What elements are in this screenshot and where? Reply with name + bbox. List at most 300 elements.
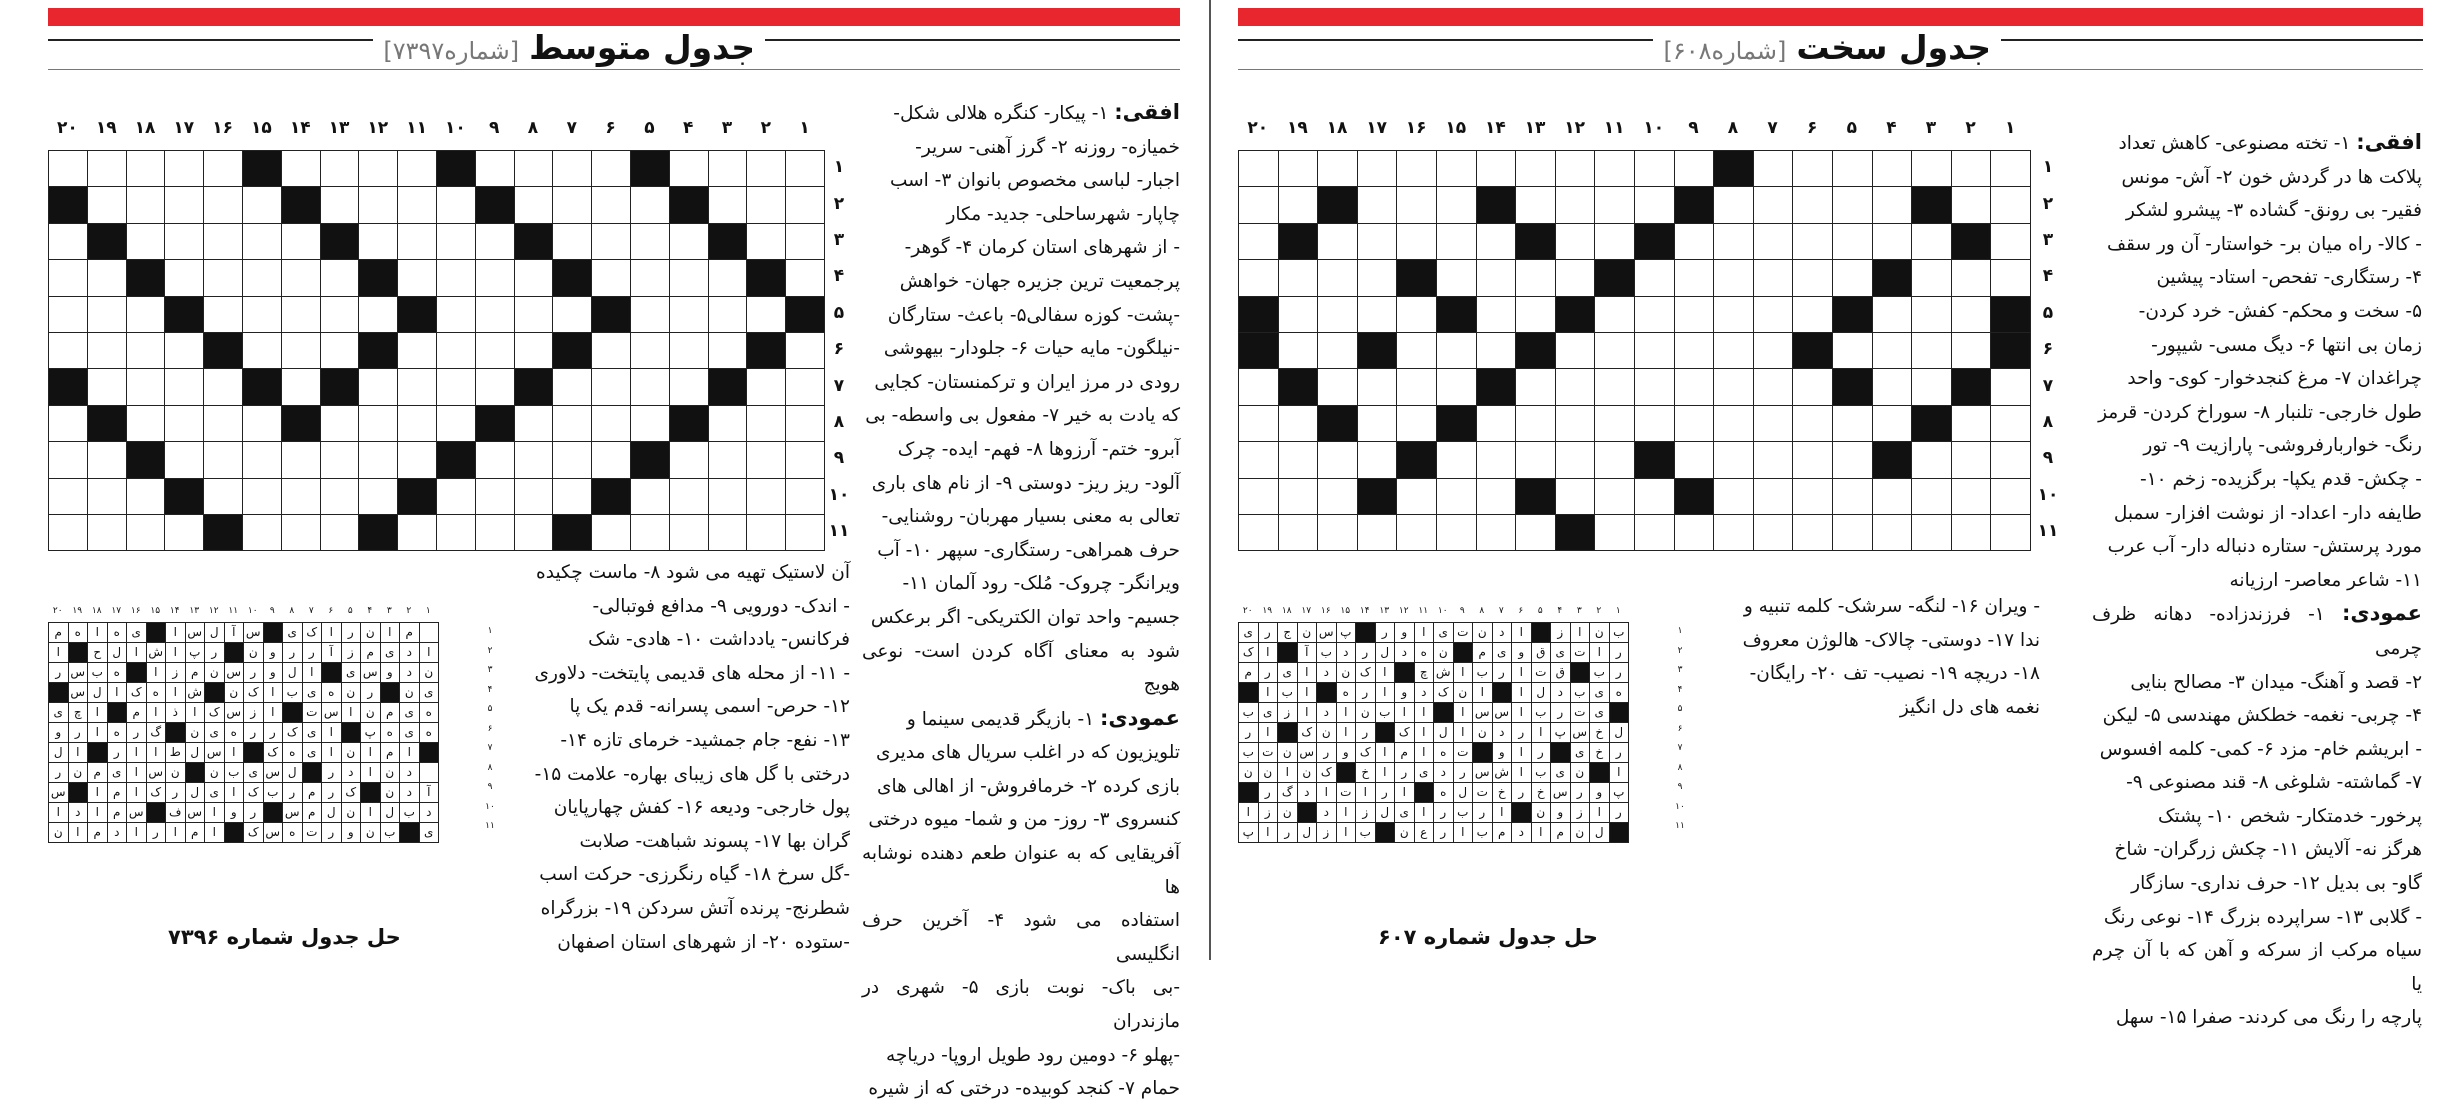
hard-grid-cell[interactable] <box>1872 187 1912 223</box>
hard-grid-cell[interactable] <box>1318 151 1358 187</box>
medium-grid-cell[interactable] <box>281 260 320 296</box>
hard-grid-cell[interactable] <box>1951 187 1991 223</box>
hard-grid-cell[interactable] <box>1912 260 1952 296</box>
medium-grid-cell[interactable] <box>398 187 437 223</box>
hard-grid-cell[interactable] <box>1872 405 1912 441</box>
medium-grid-cell[interactable] <box>281 369 320 405</box>
hard-grid-cell[interactable] <box>1595 223 1635 259</box>
hard-grid-cell[interactable] <box>1912 151 1952 187</box>
hard-grid-cell[interactable] <box>1912 223 1952 259</box>
hard-grid-cell[interactable] <box>1516 187 1556 223</box>
medium-grid-cell[interactable] <box>242 332 281 368</box>
medium-grid-cell[interactable] <box>242 478 281 514</box>
medium-grid-cell[interactable] <box>126 296 165 332</box>
medium-grid-cell[interactable] <box>630 332 669 368</box>
medium-grid-cell[interactable] <box>553 442 592 478</box>
medium-grid-cell[interactable] <box>204 442 243 478</box>
hard-grid-cell[interactable] <box>1397 514 1437 550</box>
medium-grid-cell[interactable] <box>786 223 825 259</box>
hard-grid-cell[interactable] <box>1595 296 1635 332</box>
hard-grid-cell[interactable] <box>1753 478 1793 514</box>
medium-grid-cell[interactable] <box>747 442 786 478</box>
medium-grid-cell[interactable] <box>359 442 398 478</box>
hard-grid-cell[interactable] <box>1278 442 1318 478</box>
hard-grid-cell[interactable] <box>1832 151 1872 187</box>
medium-grid-cell[interactable] <box>165 332 204 368</box>
medium-grid-cell[interactable] <box>87 369 126 405</box>
hard-grid-cell[interactable] <box>1991 187 2031 223</box>
hard-grid-cell[interactable] <box>1357 514 1397 550</box>
medium-grid-cell[interactable] <box>669 332 708 368</box>
medium-grid-cell[interactable] <box>204 369 243 405</box>
medium-grid-cell[interactable] <box>553 187 592 223</box>
medium-grid-cell[interactable] <box>592 260 631 296</box>
medium-grid-cell[interactable] <box>708 478 747 514</box>
medium-grid-cell[interactable] <box>436 369 475 405</box>
hard-grid-cell[interactable] <box>1357 223 1397 259</box>
medium-grid-cell[interactable] <box>359 405 398 441</box>
hard-grid-cell[interactable] <box>1239 514 1279 550</box>
hard-grid-cell[interactable] <box>1912 332 1952 368</box>
medium-grid-cell[interactable] <box>630 187 669 223</box>
medium-grid-cell[interactable] <box>436 223 475 259</box>
medium-grid-cell[interactable] <box>786 151 825 187</box>
medium-grid-cell[interactable] <box>592 332 631 368</box>
medium-grid-cell[interactable] <box>281 296 320 332</box>
medium-grid-cell[interactable] <box>630 478 669 514</box>
medium-grid-cell[interactable] <box>165 151 204 187</box>
medium-grid-cell[interactable] <box>592 369 631 405</box>
medium-grid-cell[interactable] <box>514 332 553 368</box>
medium-grid-cell[interactable] <box>786 332 825 368</box>
medium-grid-cell[interactable] <box>320 296 359 332</box>
hard-grid-cell[interactable] <box>1714 296 1754 332</box>
hard-grid-cell[interactable] <box>1476 223 1516 259</box>
hard-grid-cell[interactable] <box>1832 260 1872 296</box>
hard-grid-cell[interactable] <box>1516 405 1556 441</box>
medium-grid-cell[interactable] <box>708 514 747 550</box>
medium-grid-cell[interactable] <box>708 332 747 368</box>
hard-grid-cell[interactable] <box>1991 260 2031 296</box>
hard-grid-cell[interactable] <box>1714 223 1754 259</box>
hard-grid-cell[interactable] <box>1714 369 1754 405</box>
hard-grid-cell[interactable] <box>1951 151 1991 187</box>
medium-grid-cell[interactable] <box>126 223 165 259</box>
hard-grid-cell[interactable] <box>1318 260 1358 296</box>
hard-grid-cell[interactable] <box>1357 187 1397 223</box>
medium-grid-cell[interactable] <box>747 405 786 441</box>
medium-grid-cell[interactable] <box>475 478 514 514</box>
hard-grid-cell[interactable] <box>1436 151 1476 187</box>
hard-grid-cell[interactable] <box>1239 442 1279 478</box>
hard-grid-cell[interactable] <box>1357 296 1397 332</box>
hard-grid-cell[interactable] <box>1674 332 1714 368</box>
hard-grid-cell[interactable] <box>1397 332 1437 368</box>
medium-grid-cell[interactable] <box>49 260 88 296</box>
crossword-grid-medium[interactable] <box>48 150 825 551</box>
medium-grid-cell[interactable] <box>786 514 825 550</box>
hard-grid-cell[interactable] <box>1278 514 1318 550</box>
hard-grid-cell[interactable] <box>1793 405 1833 441</box>
hard-grid-cell[interactable] <box>1714 187 1754 223</box>
medium-grid-cell[interactable] <box>786 478 825 514</box>
medium-grid-cell[interactable] <box>165 442 204 478</box>
medium-grid-cell[interactable] <box>514 478 553 514</box>
medium-grid-cell[interactable] <box>49 514 88 550</box>
hard-grid-cell[interactable] <box>1516 442 1556 478</box>
hard-grid-cell[interactable] <box>1753 514 1793 550</box>
hard-grid-cell[interactable] <box>1436 332 1476 368</box>
hard-grid-cell[interactable] <box>1674 442 1714 478</box>
medium-grid-cell[interactable] <box>553 405 592 441</box>
hard-grid-cell[interactable] <box>1832 514 1872 550</box>
hard-grid-cell[interactable] <box>1436 369 1476 405</box>
medium-grid-cell[interactable] <box>475 369 514 405</box>
medium-grid-cell[interactable] <box>165 187 204 223</box>
medium-grid-cell[interactable] <box>514 187 553 223</box>
hard-grid-cell[interactable] <box>1753 260 1793 296</box>
hard-grid-cell[interactable] <box>1674 296 1714 332</box>
medium-grid-cell[interactable] <box>475 223 514 259</box>
hard-grid-cell[interactable] <box>1555 478 1595 514</box>
medium-grid-cell[interactable] <box>514 260 553 296</box>
hard-grid-cell[interactable] <box>1753 187 1793 223</box>
medium-grid-cell[interactable] <box>398 332 437 368</box>
medium-grid-cell[interactable] <box>592 223 631 259</box>
hard-grid-cell[interactable] <box>1674 260 1714 296</box>
hard-grid-cell[interactable] <box>1634 151 1674 187</box>
hard-grid-cell[interactable] <box>1634 187 1674 223</box>
medium-grid-cell[interactable] <box>359 223 398 259</box>
medium-grid-cell[interactable] <box>514 442 553 478</box>
hard-grid-cell[interactable] <box>1555 405 1595 441</box>
hard-grid-cell[interactable] <box>1278 478 1318 514</box>
hard-grid-cell[interactable] <box>1714 405 1754 441</box>
medium-grid-cell[interactable] <box>204 260 243 296</box>
medium-grid-cell[interactable] <box>398 223 437 259</box>
hard-grid-cell[interactable] <box>1793 223 1833 259</box>
medium-grid-cell[interactable] <box>87 187 126 223</box>
medium-grid-cell[interactable] <box>320 260 359 296</box>
hard-grid-cell[interactable] <box>1912 478 1952 514</box>
hard-grid-cell[interactable] <box>1357 405 1397 441</box>
hard-grid-cell[interactable] <box>1318 369 1358 405</box>
hard-grid-cell[interactable] <box>1991 369 2031 405</box>
medium-grid-cell[interactable] <box>242 405 281 441</box>
hard-grid-cell[interactable] <box>1951 260 1991 296</box>
hard-grid-cell[interactable] <box>1516 296 1556 332</box>
medium-grid-cell[interactable] <box>242 296 281 332</box>
hard-grid-cell[interactable] <box>1951 478 1991 514</box>
medium-grid-cell[interactable] <box>165 514 204 550</box>
hard-grid-cell[interactable] <box>1516 369 1556 405</box>
medium-grid-cell[interactable] <box>669 260 708 296</box>
hard-grid-cell[interactable] <box>1239 260 1279 296</box>
hard-grid-cell[interactable] <box>1951 442 1991 478</box>
hard-grid-cell[interactable] <box>1793 151 1833 187</box>
hard-grid-cell[interactable] <box>1278 405 1318 441</box>
medium-grid-cell[interactable] <box>165 405 204 441</box>
hard-grid-cell[interactable] <box>1872 332 1912 368</box>
hard-grid-cell[interactable] <box>1476 442 1516 478</box>
hard-grid-cell[interactable] <box>1476 260 1516 296</box>
hard-grid-cell[interactable] <box>1278 260 1318 296</box>
hard-grid-cell[interactable] <box>1555 369 1595 405</box>
medium-grid-cell[interactable] <box>436 296 475 332</box>
hard-grid-cell[interactable] <box>1278 151 1318 187</box>
hard-grid-cell[interactable] <box>1714 478 1754 514</box>
medium-grid-cell[interactable] <box>786 260 825 296</box>
hard-grid-cell[interactable] <box>1634 260 1674 296</box>
medium-grid-cell[interactable] <box>708 187 747 223</box>
medium-grid-cell[interactable] <box>126 478 165 514</box>
hard-grid-cell[interactable] <box>1634 296 1674 332</box>
hard-grid-cell[interactable] <box>1634 369 1674 405</box>
medium-grid-cell[interactable] <box>592 405 631 441</box>
medium-grid-cell[interactable] <box>281 223 320 259</box>
medium-grid-cell[interactable] <box>592 442 631 478</box>
medium-grid-cell[interactable] <box>514 296 553 332</box>
medium-grid-cell[interactable] <box>359 369 398 405</box>
hard-grid-cell[interactable] <box>1436 260 1476 296</box>
hard-grid-cell[interactable] <box>1674 514 1714 550</box>
hard-grid-cell[interactable] <box>1476 151 1516 187</box>
hard-grid-cell[interactable] <box>1476 478 1516 514</box>
medium-grid-cell[interactable] <box>359 187 398 223</box>
hard-grid-cell[interactable] <box>1476 296 1516 332</box>
hard-grid-cell[interactable] <box>1991 514 2031 550</box>
hard-grid-cell[interactable] <box>1595 405 1635 441</box>
medium-grid-cell[interactable] <box>320 442 359 478</box>
medium-grid-cell[interactable] <box>49 405 88 441</box>
medium-grid-cell[interactable] <box>475 442 514 478</box>
hard-grid-cell[interactable] <box>1872 478 1912 514</box>
medium-grid-cell[interactable] <box>553 478 592 514</box>
hard-grid-cell[interactable] <box>1278 187 1318 223</box>
hard-grid-cell[interactable] <box>1674 223 1714 259</box>
medium-grid-cell[interactable] <box>436 514 475 550</box>
medium-grid-cell[interactable] <box>281 442 320 478</box>
crossword-grid-hard[interactable] <box>1238 150 2031 551</box>
medium-grid-cell[interactable] <box>475 260 514 296</box>
hard-grid-cell[interactable] <box>1397 151 1437 187</box>
hard-grid-cell[interactable] <box>1239 369 1279 405</box>
hard-grid-cell[interactable] <box>1436 514 1476 550</box>
medium-grid-cell[interactable] <box>126 187 165 223</box>
hard-grid-cell[interactable] <box>1674 151 1714 187</box>
medium-grid-cell[interactable] <box>553 151 592 187</box>
hard-grid-cell[interactable] <box>1753 442 1793 478</box>
hard-grid-cell[interactable] <box>1357 260 1397 296</box>
medium-grid-cell[interactable] <box>87 151 126 187</box>
medium-grid-cell[interactable] <box>320 332 359 368</box>
medium-grid-cell[interactable] <box>165 260 204 296</box>
hard-grid-cell[interactable] <box>1476 514 1516 550</box>
medium-grid-cell[interactable] <box>398 514 437 550</box>
medium-grid-cell[interactable] <box>87 296 126 332</box>
hard-grid-cell[interactable] <box>1516 260 1556 296</box>
medium-grid-cell[interactable] <box>126 514 165 550</box>
hard-grid-cell[interactable] <box>1634 514 1674 550</box>
hard-grid-cell[interactable] <box>1318 223 1358 259</box>
medium-grid-cell[interactable] <box>630 514 669 550</box>
medium-grid-cell[interactable] <box>436 332 475 368</box>
hard-grid-cell[interactable] <box>1872 369 1912 405</box>
medium-grid-cell[interactable] <box>87 478 126 514</box>
medium-grid-cell[interactable] <box>630 260 669 296</box>
medium-grid-cell[interactable] <box>630 369 669 405</box>
medium-grid-cell[interactable] <box>49 478 88 514</box>
medium-grid-cell[interactable] <box>669 369 708 405</box>
hard-grid-cell[interactable] <box>1239 151 1279 187</box>
hard-grid-cell[interactable] <box>1872 296 1912 332</box>
hard-grid-cell[interactable] <box>1912 296 1952 332</box>
hard-grid-cell[interactable] <box>1239 478 1279 514</box>
hard-grid-cell[interactable] <box>1555 151 1595 187</box>
medium-grid-cell[interactable] <box>747 296 786 332</box>
hard-grid-cell[interactable] <box>1832 332 1872 368</box>
hard-grid-cell[interactable] <box>1753 296 1793 332</box>
medium-grid-cell[interactable] <box>204 187 243 223</box>
hard-grid-cell[interactable] <box>1832 223 1872 259</box>
medium-grid-cell[interactable] <box>87 332 126 368</box>
hard-grid-cell[interactable] <box>1397 405 1437 441</box>
hard-grid-cell[interactable] <box>1991 223 2031 259</box>
medium-grid-cell[interactable] <box>669 296 708 332</box>
medium-grid-cell[interactable] <box>708 260 747 296</box>
medium-grid-cell[interactable] <box>320 514 359 550</box>
hard-grid-cell[interactable] <box>1239 187 1279 223</box>
hard-grid-cell[interactable] <box>1793 442 1833 478</box>
hard-grid-cell[interactable] <box>1674 369 1714 405</box>
medium-grid-cell[interactable] <box>126 332 165 368</box>
medium-grid-cell[interactable] <box>747 369 786 405</box>
hard-grid-cell[interactable] <box>1555 187 1595 223</box>
medium-grid-cell[interactable] <box>320 478 359 514</box>
medium-grid-cell[interactable] <box>242 442 281 478</box>
hard-grid-cell[interactable] <box>1595 478 1635 514</box>
medium-grid-cell[interactable] <box>165 369 204 405</box>
hard-grid-cell[interactable] <box>1793 296 1833 332</box>
medium-grid-cell[interactable] <box>281 478 320 514</box>
hard-grid-cell[interactable] <box>1239 405 1279 441</box>
medium-grid-cell[interactable] <box>242 514 281 550</box>
hard-grid-cell[interactable] <box>1991 151 2031 187</box>
hard-grid-cell[interactable] <box>1595 187 1635 223</box>
medium-grid-cell[interactable] <box>165 223 204 259</box>
medium-grid-cell[interactable] <box>204 223 243 259</box>
medium-grid-cell[interactable] <box>398 442 437 478</box>
hard-grid-cell[interactable] <box>1397 223 1437 259</box>
hard-grid-cell[interactable] <box>1357 369 1397 405</box>
hard-grid-cell[interactable] <box>1793 514 1833 550</box>
hard-grid-cell[interactable] <box>1436 187 1476 223</box>
hard-grid-cell[interactable] <box>1318 332 1358 368</box>
medium-grid-cell[interactable] <box>630 296 669 332</box>
medium-grid-cell[interactable] <box>242 187 281 223</box>
medium-grid-cell[interactable] <box>708 151 747 187</box>
medium-grid-cell[interactable] <box>87 514 126 550</box>
medium-grid-cell[interactable] <box>669 514 708 550</box>
hard-grid-cell[interactable] <box>1555 442 1595 478</box>
hard-grid-cell[interactable] <box>1951 332 1991 368</box>
medium-grid-cell[interactable] <box>553 296 592 332</box>
medium-grid-cell[interactable] <box>630 223 669 259</box>
medium-grid-cell[interactable] <box>320 405 359 441</box>
hard-grid-cell[interactable] <box>1832 187 1872 223</box>
hard-grid-cell[interactable] <box>1872 223 1912 259</box>
hard-grid-cell[interactable] <box>1476 332 1516 368</box>
medium-grid-cell[interactable] <box>436 260 475 296</box>
hard-grid-cell[interactable] <box>1634 332 1674 368</box>
hard-grid-cell[interactable] <box>1436 223 1476 259</box>
medium-grid-cell[interactable] <box>747 187 786 223</box>
hard-grid-cell[interactable] <box>1714 514 1754 550</box>
medium-grid-cell[interactable] <box>669 478 708 514</box>
medium-grid-cell[interactable] <box>553 223 592 259</box>
hard-grid-cell[interactable] <box>1318 514 1358 550</box>
hard-grid-cell[interactable] <box>1951 514 1991 550</box>
hard-grid-cell[interactable] <box>1753 223 1793 259</box>
hard-grid-cell[interactable] <box>1318 296 1358 332</box>
hard-grid-cell[interactable] <box>1912 514 1952 550</box>
medium-grid-cell[interactable] <box>49 332 88 368</box>
hard-grid-cell[interactable] <box>1912 369 1952 405</box>
medium-grid-cell[interactable] <box>49 296 88 332</box>
hard-grid-cell[interactable] <box>1516 151 1556 187</box>
medium-grid-cell[interactable] <box>281 514 320 550</box>
hard-grid-cell[interactable] <box>1318 478 1358 514</box>
medium-grid-cell[interactable] <box>126 369 165 405</box>
medium-grid-cell[interactable] <box>592 187 631 223</box>
hard-grid-cell[interactable] <box>1714 260 1754 296</box>
medium-grid-cell[interactable] <box>475 332 514 368</box>
hard-grid-cell[interactable] <box>1714 332 1754 368</box>
medium-grid-cell[interactable] <box>126 151 165 187</box>
hard-grid-cell[interactable] <box>1357 151 1397 187</box>
medium-grid-cell[interactable] <box>475 151 514 187</box>
hard-grid-cell[interactable] <box>1357 442 1397 478</box>
hard-grid-cell[interactable] <box>1951 405 1991 441</box>
hard-grid-cell[interactable] <box>1555 332 1595 368</box>
hard-grid-cell[interactable] <box>1872 514 1912 550</box>
hard-grid-cell[interactable] <box>1634 478 1674 514</box>
hard-grid-cell[interactable] <box>1714 442 1754 478</box>
hard-grid-cell[interactable] <box>1753 332 1793 368</box>
hard-grid-cell[interactable] <box>1674 405 1714 441</box>
hard-grid-cell[interactable] <box>1239 223 1279 259</box>
medium-grid-cell[interactable] <box>669 442 708 478</box>
medium-grid-cell[interactable] <box>359 151 398 187</box>
medium-grid-cell[interactable] <box>242 260 281 296</box>
hard-grid-cell[interactable] <box>1753 405 1793 441</box>
medium-grid-cell[interactable] <box>49 151 88 187</box>
medium-grid-cell[interactable] <box>592 151 631 187</box>
medium-grid-cell[interactable] <box>281 151 320 187</box>
medium-grid-cell[interactable] <box>398 405 437 441</box>
medium-grid-cell[interactable] <box>708 442 747 478</box>
hard-grid-cell[interactable] <box>1753 369 1793 405</box>
hard-grid-cell[interactable] <box>1397 187 1437 223</box>
hard-grid-cell[interactable] <box>1793 187 1833 223</box>
medium-grid-cell[interactable] <box>242 223 281 259</box>
medium-grid-cell[interactable] <box>436 187 475 223</box>
medium-grid-cell[interactable] <box>87 442 126 478</box>
hard-grid-cell[interactable] <box>1595 332 1635 368</box>
hard-grid-cell[interactable] <box>1476 405 1516 441</box>
hard-grid-cell[interactable] <box>1397 478 1437 514</box>
hard-grid-cell[interactable] <box>1397 369 1437 405</box>
